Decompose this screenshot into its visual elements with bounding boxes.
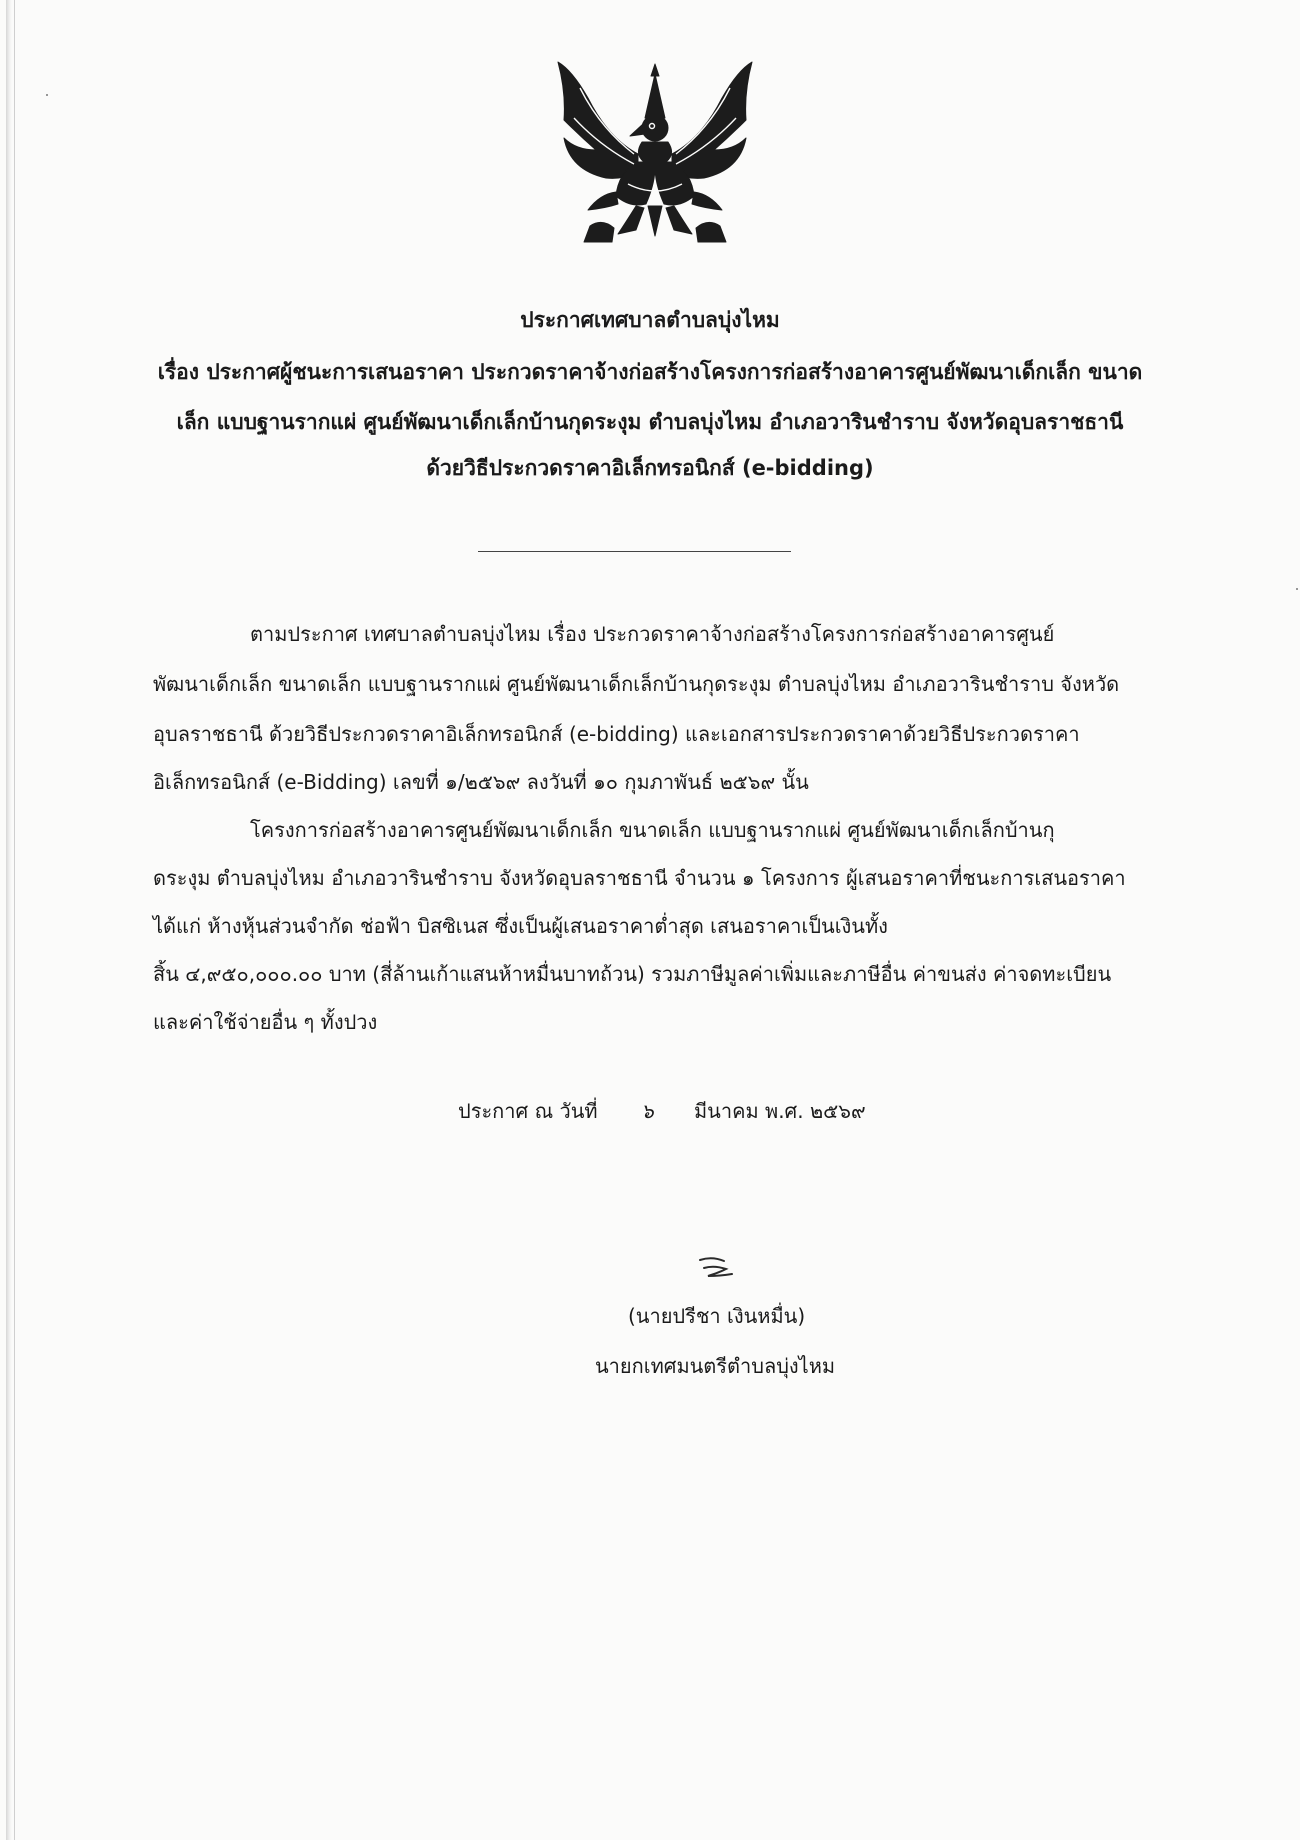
paragraph1-line-2: พัฒนาเด็กเล็ก ขนาดเล็ก แบบฐานรากแผ่ ศูนย์พัฒนาเด็กเล็กบ้านกุดระงุม ตำบลบุ่งไหม อำเภอวารินชำราบ จังหวัด [153, 672, 1120, 696]
scan-speck [46, 94, 48, 96]
subject-line-2: เล็ก แบบฐานรากแผ่ ศูนย์พัฒนาเด็กเล็กบ้านกุดระงุม ตำบลบุ่งไหม อำเภอวารินชำราบ จังหวัดอุบลราชธานี [176, 410, 1124, 434]
signatory-position: นายกเทศมนตรีตำบลบุ่งไหม [595, 1354, 836, 1378]
scan-speck [1296, 588, 1298, 590]
handwritten-signature-icon [696, 1252, 736, 1286]
paragraph1-line-4: อิเล็กทรอนิกส์ (e-Bidding) เลขที่ ๑/๒๕๖๙ ลงวันที่ ๑๐ กุมภาพันธ์ ๒๕๖๙ นั้น [153, 770, 809, 794]
paragraph2-line-5: และค่าใช้จ่ายอื่น ๆ ทั้งปวง [153, 1010, 378, 1034]
date-month-year: มีนาคม พ.ศ. ๒๕๖๙ [694, 1099, 866, 1123]
subject-line-3: ด้วยวิธีประกวดราคาอิเล็กทรอนิกส์ (e-bidding) [426, 456, 874, 480]
paragraph2-line-1: โครงการก่อสร้างอาคารศูนย์พัฒนาเด็กเล็ก ขนาดเล็ก แบบฐานรากแผ่ ศูนย์พัฒนาเด็กเล็กบ้านกุ [250, 818, 1055, 842]
subject-line-1: เรื่อง ประกาศผู้ชนะการเสนอราคา ประกวดราคาจ้างก่อสร้างโครงการก่อสร้างอาคารศูนย์พัฒนาเด็กเล็ก ขนาด [157, 360, 1143, 384]
announcement-title: ประกาศเทศบาลตำบลบุ่งไหม [520, 308, 780, 332]
signatory-name: (นายปรีชา เงินหมื่น) [628, 1304, 806, 1328]
paragraph2-line-4: สิ้น ๔,๙๕๐,๐๐๐.๐๐ บาท (สี่ล้านเก้าแสนห้าหมื่นบาทถ้วน) รวมภาษีมูลค่าเพิ่มและภาษีอื่น ค่าขนส่ง ค่าจดทะเบียน [153, 962, 1112, 986]
date-day-handwritten: ๖ [641, 1099, 654, 1123]
paragraph1-line-3: อุบลราชธานี ด้วยวิธีประกวดราคาอิเล็กทรอนิกส์ (e-bidding) และเอกสารประกวดราคาด้วยวิธีประกวดราคา [153, 722, 1080, 746]
paragraph2-line-3: ได้แก่ ห้างหุ้นส่วนจำกัด ช่อฟ้า บิสซิเนส ซึ่งเป็นผู้เสนอราคาต่ำสุด เสนอราคาเป็นเงินทั้ง [153, 914, 888, 938]
page-edge-shadow [6, 0, 12, 1840]
page-edge-line [14, 0, 15, 1840]
paragraph2-line-2: ดระงุม ตำบลบุ่งไหม อำเภอวารินชำราบ จังหวัดอุบลราชธานี จำนวน ๑ โครงการ ผู้เสนอราคาที่ชนะการเสนอราคา [153, 866, 1126, 890]
paragraph1-line-1: ตามประกาศ เทศบาลตำบลบุ่งไหม เรื่อง ประกวดราคาจ้างก่อสร้างโครงการก่อสร้างอาคารศูนย์ [250, 622, 1055, 646]
date-prefix: ประกาศ ณ วันที่ [458, 1099, 598, 1123]
garuda-emblem-icon [550, 58, 760, 248]
title-divider [478, 551, 791, 552]
